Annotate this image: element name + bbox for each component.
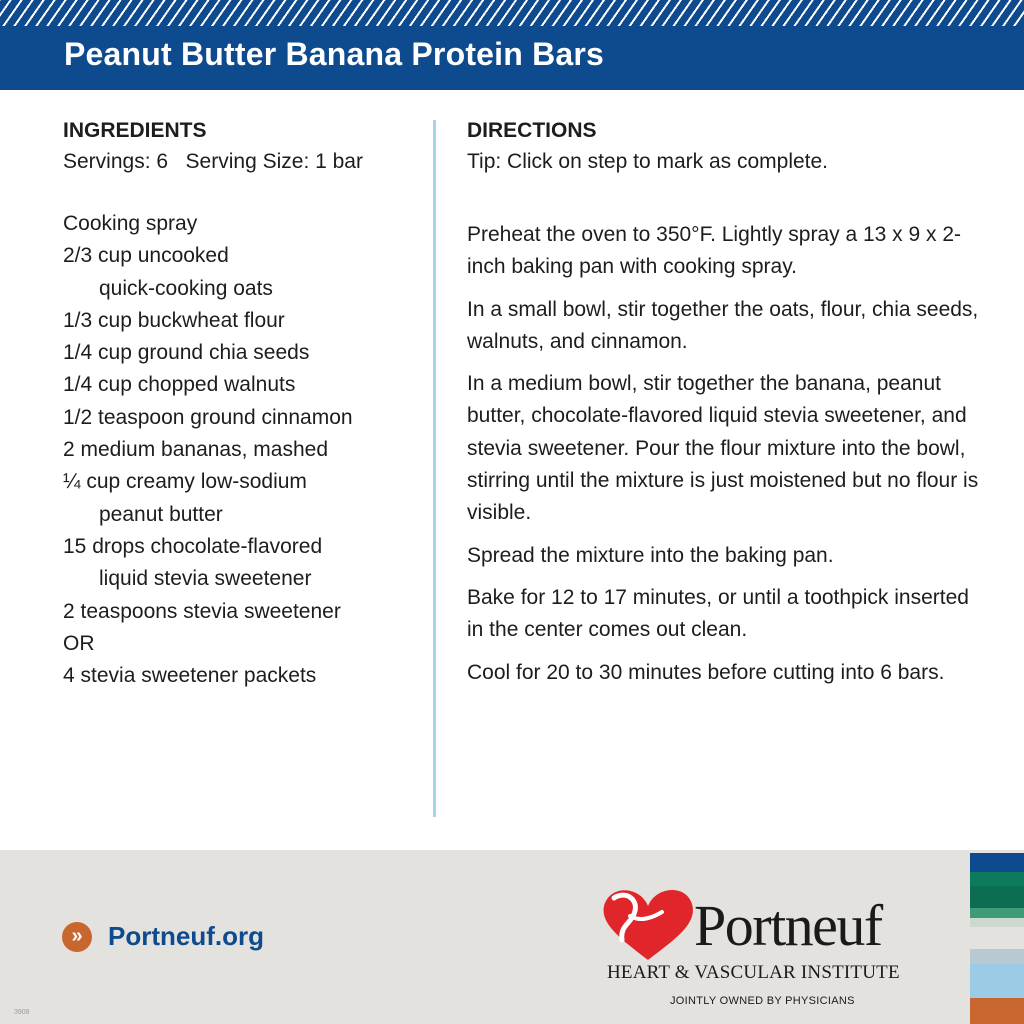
logo-subtitle: HEART & VASCULAR INSTITUTE	[607, 962, 900, 983]
header-stripes	[0, 0, 1024, 26]
color-bar-segment	[970, 998, 1024, 1024]
ingredient-line: ¼ cup creamy low-sodium	[63, 470, 307, 494]
ingredient-item	[63, 466, 413, 531]
heart-logo-icon	[600, 882, 700, 962]
color-bar-segment	[970, 886, 1024, 908]
servings-info: Servings: 6 Serving Size: 1 bar	[63, 150, 363, 173]
ingredient-item	[63, 305, 413, 337]
color-bar-segment	[970, 918, 1024, 927]
directions-column	[467, 116, 987, 699]
ingredient-item	[63, 369, 413, 401]
ingredients-column	[63, 116, 413, 692]
color-bar-segment	[970, 964, 1024, 984]
ingredient-item	[63, 660, 413, 692]
direction-step[interactable]: Preheat the oven to 350°F. Lightly spray a 13 x 9 x 2-inch baking pan with cooking spray.	[467, 223, 962, 279]
ingredient-item	[63, 240, 413, 305]
ingredient-line: 2/3 cup uncooked	[63, 244, 229, 268]
ingredient-line: 1/4 cup chopped walnuts	[63, 373, 296, 397]
color-bar-segment	[970, 949, 1024, 964]
logo-tagline: JOINTLY OWNED BY PHYSICIANS	[670, 995, 855, 1007]
color-bar-segment	[970, 853, 1024, 872]
ingredients-heading: INGREDIENTS	[63, 119, 207, 142]
color-bar-segment	[970, 984, 1024, 998]
direction-step[interactable]: In a small bowl, stir together the oats, flour, chia seeds, walnuts, and cinnamon.	[467, 297, 979, 353]
ingredient-line: Cooking spray	[63, 212, 198, 235]
column-divider	[433, 120, 436, 817]
ingredient-item	[63, 208, 413, 240]
ingredient-line: 1/2 teaspoon ground cinnamon	[63, 405, 353, 429]
ingredient-line-continued: quick-cooking oats	[99, 276, 273, 300]
color-bar	[970, 850, 1024, 1024]
site-link[interactable]: Portneuf.org	[108, 921, 264, 951]
header-banner	[0, 0, 1024, 90]
portneuf-logo	[600, 882, 910, 1014]
ingredient-line: 1/4 cup ground chia seeds	[63, 341, 310, 365]
document-code: 3908	[14, 1009, 30, 1016]
ingredient-line-continued: liquid stevia sweetener	[99, 567, 312, 591]
direction-step[interactable]: Spread the mixture into the baking pan.	[467, 543, 834, 567]
ingredient-item	[63, 337, 413, 369]
ingredients-list	[63, 208, 413, 692]
double-chevron-icon: »	[62, 922, 92, 952]
color-bar-segment	[970, 872, 1024, 886]
color-bar-segment	[970, 927, 1024, 949]
ingredient-line: OR	[63, 631, 95, 655]
ingredient-line: 1/3 cup buckwheat flour	[63, 308, 285, 332]
ingredient-line-continued: peanut butter	[99, 502, 223, 526]
directions-heading: DIRECTIONS	[467, 119, 597, 142]
ingredient-item	[63, 402, 413, 434]
direction-step[interactable]: In a medium bowl, stir together the banana, peanut butter, chocolate-flavored liquid stevia sweetener, and stevia sweetener. Pour the flour mixture into the bowl, stirring until the mixture is just moistened but no flour is visible.	[467, 372, 979, 525]
color-bar-segment	[970, 908, 1024, 918]
footer	[0, 850, 1024, 1024]
ingredient-line: 15 drops chocolate-flavored	[63, 534, 323, 558]
ingredient-item	[63, 628, 413, 660]
direction-step[interactable]: Bake for 12 to 17 minutes, or until a toothpick inserted in the center comes out clean.	[467, 585, 969, 642]
direction-step[interactable]: Cool for 20 to 30 minutes before cutting into 6 bars.	[467, 660, 945, 684]
ingredient-item	[63, 434, 413, 466]
logo-name: Portneuf	[694, 893, 882, 958]
ingredient-line: 2 teaspoons stevia sweetener	[63, 599, 341, 623]
page-title: Peanut Butter Banana Protein Bars	[64, 36, 605, 72]
directions-tip: Tip: Click on step to mark as complete.	[467, 150, 829, 173]
ingredient-item	[63, 596, 413, 628]
ingredient-item	[63, 531, 413, 596]
ingredient-line: 2 medium bananas, mashed	[63, 438, 328, 462]
steps-list	[467, 219, 987, 689]
ingredient-line: 4 stevia sweetener packets	[63, 664, 317, 688]
site-link-group[interactable]	[62, 921, 264, 952]
